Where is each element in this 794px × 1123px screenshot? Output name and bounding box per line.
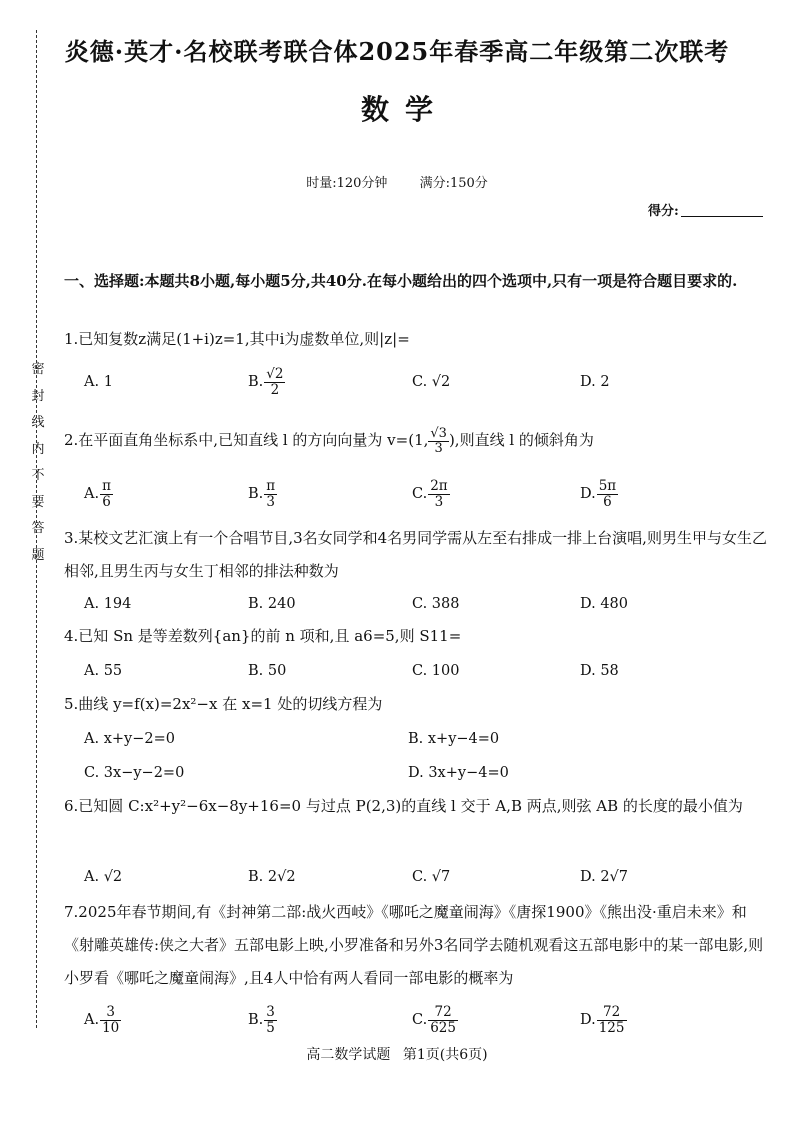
option-d — [580, 1002, 627, 1038]
exam-title: 炎德·英才·名校联考联合体2025年春季高二年级第二次联考 — [64, 37, 730, 66]
subject-title: 数学 — [360, 93, 449, 126]
fraction — [428, 427, 449, 455]
option-label: D. — [580, 1012, 596, 1028]
score-field — [648, 200, 763, 219]
stem-text: ),则直线 l 的倾斜角为 — [448, 431, 594, 449]
option-label: D. — [580, 486, 596, 502]
binding-char: 封 — [31, 388, 45, 404]
numerator: 72 — [428, 1005, 458, 1020]
fraction — [597, 1005, 627, 1034]
option-b — [248, 1002, 277, 1038]
denominator: 125 — [598, 1019, 625, 1036]
binding-notice — [30, 363, 46, 575]
binding-char: 题 — [31, 547, 45, 563]
option-b — [248, 364, 285, 400]
section-heading: 一、选择题:本题共8小题,每小题5分,共40分.在每小题给出的四个选项中,只有一项是符合题目要求的. — [64, 272, 738, 290]
option-c: C. √2 — [412, 374, 451, 390]
numerator: 5π — [598, 478, 617, 495]
option-b: B. x+y−4=0 — [408, 731, 500, 747]
option-d: D. 3x+y−4=0 — [408, 765, 509, 781]
fraction — [597, 479, 618, 508]
denominator: 3 — [434, 440, 443, 456]
option-b: B. 240 — [248, 596, 296, 612]
denominator: 3 — [434, 493, 444, 510]
question-3-stem: 3.某校文艺汇演上有一个合唱节目,3名女同学和4名男同学需从左至右排成一排上台演唱,则男生甲与女生乙相邻,且男生丙与女生丁相邻的排法种数为 — [64, 529, 767, 580]
question-6-stem: 6.已知圆 C:x²+y²−6x−8y+16=0 与过点 P(2,3)的直线 l 交于 A,B 两点,则弦 AB 的长度的最小值为 — [64, 797, 743, 815]
option-a: A. x+y−2=0 — [84, 731, 175, 747]
footer-page: 第1页(共6页) — [402, 1047, 488, 1063]
fraction — [428, 1005, 458, 1034]
option-d: D. 480 — [580, 596, 629, 612]
option-a: A. √2 — [84, 869, 123, 885]
option-d: D. 2√7 — [580, 869, 629, 885]
option-label: B. — [248, 374, 264, 390]
exam-full-score: 满分:150分 — [419, 176, 488, 191]
stem-text: 2.在平面直角坐标系中,已知直线 l 的方向向量为 v=(1, — [64, 431, 429, 449]
option-a — [84, 1002, 121, 1038]
option-b — [248, 476, 277, 512]
binding-char: 不 — [31, 468, 45, 483]
denominator: 625 — [430, 1019, 456, 1036]
option-a: A. 55 — [84, 663, 123, 679]
denominator: 6 — [102, 493, 111, 510]
question-7-stem: 7.2025年春节期间,有《封神第二部:战火西岐》《哪吒之魔童闹海》《唐探1900》《熊出没·重启未来》和《射雕英雄传:侠之大者》五部电影上映,小罗准备和另外3名同学去随机观看这五部电影中的某一部电影,则小罗看《哪吒之魔童闹海》,且4人中恰有两人看同一部电影的概率为 — [64, 903, 764, 987]
score-label: 得分: — [648, 204, 679, 219]
numerator: 3 — [266, 1004, 275, 1021]
exam-time: 时量:120分钟 — [306, 176, 388, 191]
option-label: B. — [248, 486, 264, 502]
question-1-stem: 1.已知复数z满足(1+i)z=1,其中i为虚数单位,则|z|= — [64, 330, 410, 348]
option-c — [412, 1002, 458, 1038]
option-c: C. 388 — [412, 596, 460, 612]
binding-char: 要 — [31, 494, 45, 510]
numerator: √3 — [430, 425, 447, 441]
question-5-stem: 5.曲线 y=f(x)=2x²−x 在 x=1 处的切线方程为 — [64, 695, 383, 713]
option-label: C. — [412, 486, 428, 502]
denominator: 10 — [102, 1019, 120, 1036]
question-2-stem — [64, 424, 776, 457]
footer-title: 高二数学试题 — [306, 1047, 391, 1063]
numerator: π — [102, 478, 111, 495]
numerator: 3 — [100, 1005, 121, 1020]
option-a: A. 194 — [84, 596, 132, 612]
option-c: C. 3x−y−2=0 — [84, 765, 185, 781]
denominator: 2 — [270, 381, 280, 398]
question-6-options — [84, 859, 744, 895]
fraction — [428, 479, 449, 508]
binding-char: 密 — [31, 362, 45, 377]
option-label: B. — [248, 1012, 264, 1028]
question-2-options — [84, 476, 744, 512]
numerator: 2π — [430, 478, 448, 495]
numerator: π — [266, 478, 276, 495]
numerator: √2 — [266, 366, 284, 383]
denominator: 6 — [603, 493, 612, 510]
option-b: B. 2√2 — [248, 869, 296, 885]
question-7-options — [84, 1002, 744, 1038]
option-label: A. — [84, 1012, 100, 1028]
score-blank — [681, 216, 763, 217]
option-c: C. 100 — [412, 663, 460, 679]
question-4-options — [84, 653, 744, 689]
fraction — [100, 1005, 121, 1034]
option-c: C. √7 — [412, 869, 451, 885]
option-d: D. 58 — [580, 663, 619, 679]
question-5-options-row2 — [84, 755, 744, 791]
denominator: 5 — [266, 1019, 275, 1036]
numerator: 72 — [597, 1005, 627, 1020]
option-c — [412, 476, 450, 512]
exam-meta — [0, 172, 794, 191]
fraction — [264, 1005, 277, 1034]
binding-char: 线 — [31, 415, 45, 430]
question-1-options — [84, 364, 744, 400]
option-d: D. 2 — [580, 374, 610, 390]
question-3-options — [84, 586, 744, 622]
option-a: A. 1 — [84, 374, 113, 390]
question-4-stem: 4.已知 Sn 是等差数列{an}的前 n 项和,且 a6=5,则 S11= — [64, 627, 462, 645]
option-d — [580, 476, 618, 512]
denominator: 3 — [266, 493, 275, 510]
fraction — [264, 367, 285, 396]
option-b: B. 50 — [248, 663, 287, 679]
option-a — [84, 476, 113, 512]
fraction — [100, 479, 113, 508]
option-label: C. — [412, 1012, 428, 1028]
binding-char: 内 — [31, 441, 45, 457]
fraction — [264, 479, 277, 508]
page-footer — [0, 1044, 794, 1064]
question-5-options — [84, 721, 744, 757]
binding-char: 答 — [31, 521, 45, 536]
option-label: A. — [84, 486, 100, 502]
